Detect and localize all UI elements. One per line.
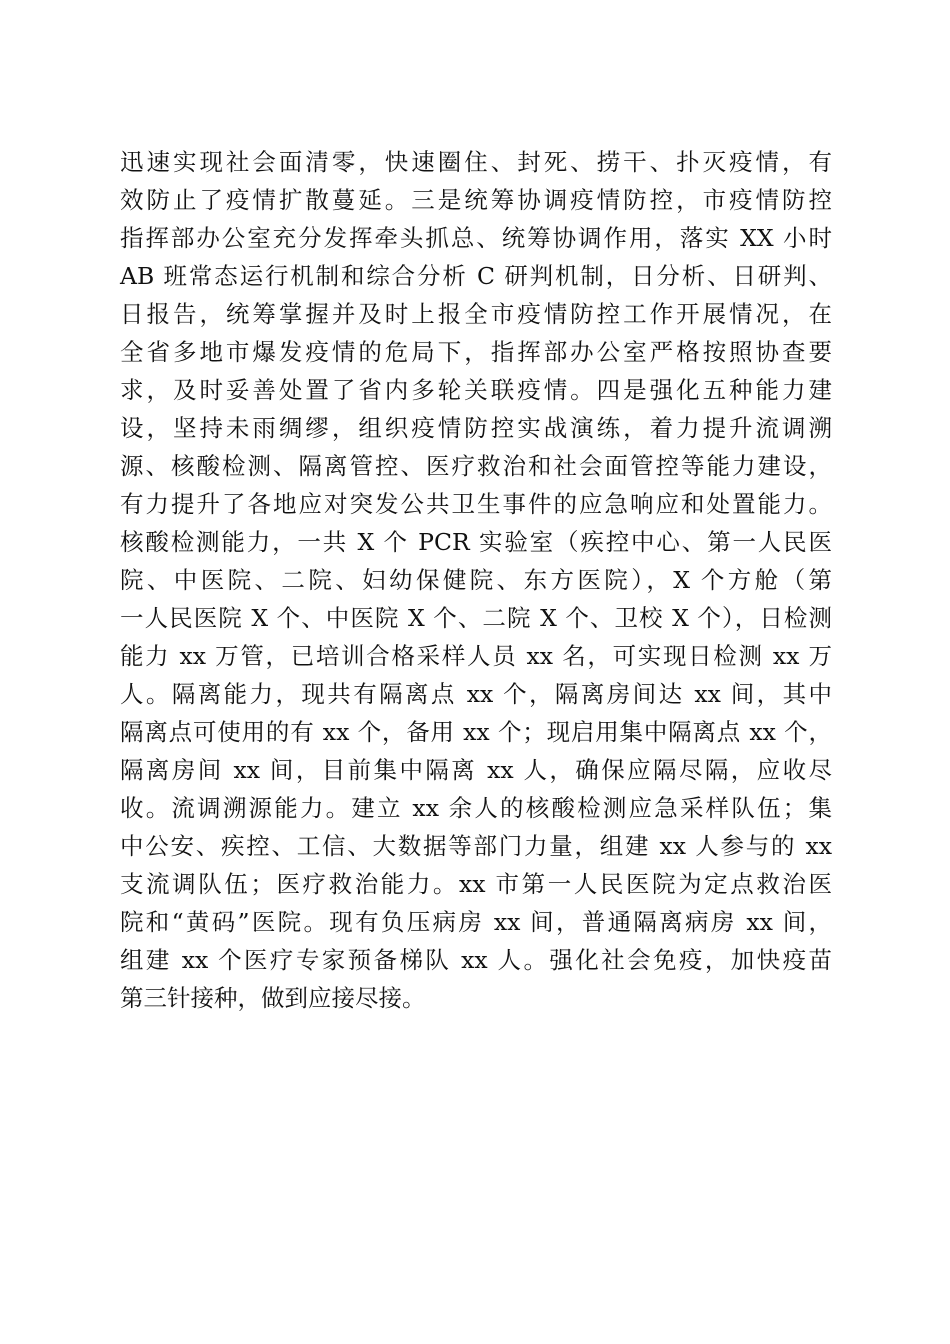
text-line: 隔离房间 xx 间，目前集中隔离 xx 人，确保应隔尽隔，应收尽 [120, 756, 832, 784]
text-line: 一人民医院 X 个、中医院 X 个、二院 X 个、卫校 X 个），日检测 [120, 604, 832, 632]
text-line: 日报告，统筹掌握并及时上报全市疫情防控工作开展情况，在 [120, 300, 832, 328]
text-line: 效防止了疫情扩散蔓延。三是统筹协调疫情防控，市疫情防控 [120, 186, 832, 214]
text-line: 能力 xx 万管，已培训合格采样人员 xx 名，可实现日检测 xx 万 [120, 642, 832, 670]
text-line: AB 班常态运行机制和综合分析 C 研判机制，日分析、日研判、 [120, 262, 832, 290]
text-line: 支流调队伍；医疗救治能力。xx 市第一人民医院为定点救治医 [120, 870, 832, 898]
text-line: 求，及时妥善处置了省内多轮关联疫情。四是强化五种能力建 [120, 376, 832, 404]
text-line: 隔离点可使用的有 xx 个，备用 xx 个；现启用集中隔离点 xx 个， [120, 718, 832, 746]
text-line-last: 第三针接种，做到应接尽接。 [120, 984, 426, 1012]
text-line: 设，坚持未雨绸缪，组织疫情防控实战演练，着力提升流调溯 [120, 414, 832, 442]
text-line: 指挥部办公室充分发挥牵头抓总、统筹协调作用，落实 XX 小时 [120, 224, 832, 252]
text-line: 院和“黄码”医院。现有负压病房 xx 间，普通隔离病房 xx 间， [120, 908, 832, 936]
text-line: 组建 xx 个医疗专家预备梯队 xx 人。强化社会免疫，加快疫苗 [120, 946, 832, 974]
body-paragraph [120, 143, 832, 1017]
text-line: 中公安、疾控、工信、大数据等部门力量，组建 xx 人参与的 xx [120, 832, 832, 860]
text-line: 迅速实现社会面清零，快速圈住、封死、捞干、扑灭疫情，有 [120, 148, 832, 176]
text-line: 全省多地市爆发疫情的危局下，指挥部办公室严格按照协查要 [120, 338, 832, 366]
text-line: 院、中医院、二院、妇幼保健院、东方医院），X 个方舱（第 [120, 566, 832, 594]
text-line: 人。隔离能力，现共有隔离点 xx 个，隔离房间达 xx 间，其中 [120, 680, 832, 708]
text-line: 核酸检测能力，一共 X 个 PCR 实验室（疾控中心、第一人民医 [120, 528, 832, 556]
text-line: 源、核酸检测、隔离管控、医疗救治和社会面管控等能力建设， [120, 452, 832, 480]
text-line: 有力提升了各地应对突发公共卫生事件的应急响应和处置能力。 [120, 490, 832, 518]
text-line: 收。流调溯源能力。建立 xx 余人的核酸检测应急采样队伍；集 [120, 794, 832, 822]
